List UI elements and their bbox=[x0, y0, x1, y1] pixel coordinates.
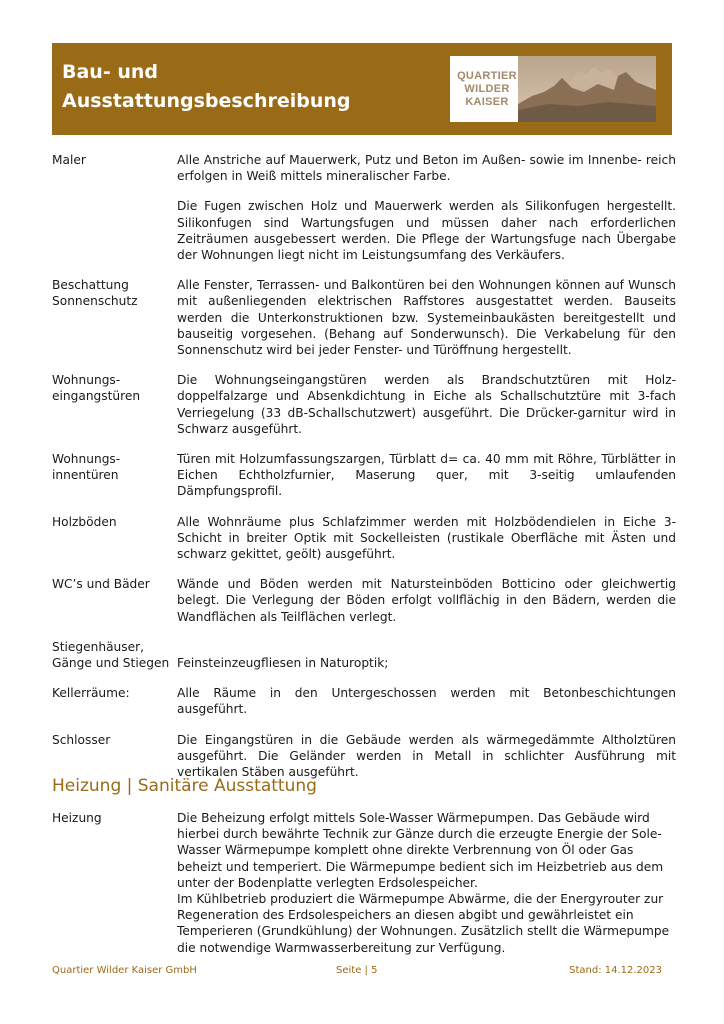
spec-list bbox=[52, 152, 676, 780]
footer-company: Quartier Wilder Kaiser GmbH bbox=[52, 965, 197, 976]
spec-text: Die Beheizung erfolgt mittels Sole-Wasser Wärmepumpen. Das Gebäude wird hierbei durch bewährte Technik zur Gänze durch die erzeugte Energie der Sole-Wasser Wärmepumpe komplett ohne direkte Verbrennung von Öl oder Gas beheizt und temperiert. Die Wärmepumpe bedient sich im Heizbetrieb aus dem unter der Bodenplatte verlegten Erdsolespeicher. Im Kühlbetrieb produziert die Wärmepumpe Abwärme, die der Energyrouter zur Regeneration des Erdsolespeichers an diesen abgibt und gewährleistet ein Temperieren (Grundkühlung) der Wohnungen. Zusätzlich stellt die Wärmepumpe die notwendige Warmwasserbereitung zur Verfügung. bbox=[177, 811, 670, 955]
spec-label: Schlosser bbox=[52, 732, 111, 747]
spec-label: Kellerräume: bbox=[52, 686, 130, 701]
footer-page-number: Seite | 5 bbox=[336, 965, 378, 976]
spec-item-heizung bbox=[52, 810, 676, 956]
mountain-image bbox=[518, 56, 656, 122]
section-heading: Heizung | Sanitäre Ausstattung bbox=[52, 776, 317, 796]
spec-label: Beschattung Sonnenschutz bbox=[52, 278, 138, 309]
spec-item-stiegenhaeuser bbox=[52, 639, 676, 671]
spec-label: Holzböden bbox=[52, 514, 117, 529]
spec-item-kellerraeume bbox=[52, 685, 676, 717]
title-line-1: Bau- und bbox=[62, 61, 158, 83]
spec-text: Die Wohnungseingangstüren werden als Brandschutztüren mit Holz-doppelfalzarge und Absenkdichtung in Eiche als Schallschutztüre mit 3-fach Verriegelung (33 dB-Schallschutzwert) ausgeführt. Die Drücker-garnitur wird in Schwarz ausgeführt. bbox=[177, 373, 676, 436]
spec-text: Feinsteinzeugfliesen in Naturoptik; bbox=[177, 656, 389, 671]
brand-logo bbox=[450, 56, 656, 122]
spec-item-maler bbox=[52, 152, 676, 263]
spec-item-wohnungseingangstueren bbox=[52, 372, 676, 437]
footer-date: Stand: 14.12.2023 bbox=[569, 965, 662, 976]
spec-text: Alle Fenster, Terrassen- und Balkontüren bei den Wohnungen können auf Wunsch mit außenliegenden elektrischen Raffstores ausgestattet werden. Bauseits werden die Unterkonstruktionen bzw. Systemeinbaukästen bereitgestellt und bauseitig vorgesehen. (Behang auf Sonderwunsch). Die Verkabelung für den Sonnenschutz wird bei jeder Fenster- und Türöffnung hergestellt. bbox=[177, 278, 676, 358]
title-line-2: Ausstattungsbeschreibung bbox=[62, 90, 351, 112]
spec-item-holzboeden bbox=[52, 514, 676, 563]
spec-item-beschattung bbox=[52, 277, 676, 358]
page-title bbox=[62, 58, 351, 116]
logo-wordmark: QUARTIER WILDER KAISER bbox=[457, 70, 517, 108]
spec-item-wohnungsinnentueren bbox=[52, 451, 676, 500]
spec-item-schlosser bbox=[52, 732, 676, 781]
spec-text: Alle Räume in den Untergeschossen werden mit Betonbeschichtungen ausgeführt. bbox=[177, 686, 676, 717]
spec-text: Wände und Böden werden mit Natursteinböden Botticino oder gleichwertig belegt. Die Verlegung der Böden erfolgt vollflächig in den Bädern, werden die Wandflächen als Teilflächen verlegt. bbox=[177, 577, 676, 624]
spec-text: Alle Wohnräume plus Schlafzimmer werden mit Holzbödendielen in Eiche 3-Schicht in breiter Optik mit Sockelleisten (rustikale Oberfläche mit Ästen und schwarz gekittet, geölt) ausgeführt. bbox=[177, 514, 676, 562]
spec-item-wc-baeder bbox=[52, 576, 676, 625]
spec-text: Türen mit Holzumfassungszargen, Türblatt d= ca. 40 mm mit Röhre, Türblätter in Eichen Echtholzfurnier, Maserung quer, mit 3-seitig umlaufenden Dämpfungsprofil. bbox=[177, 452, 676, 499]
spec-label: Wohnungs- innentüren bbox=[52, 452, 121, 483]
spec-label: WC’s und Bäder bbox=[52, 577, 150, 592]
header-banner bbox=[52, 43, 672, 135]
spec-label: Maler bbox=[52, 153, 86, 167]
spec-text: Die Eingangstüren in die Gebäude werden als wärmegedämmte Altholztüren ausgeführt. Die Geländer werden in Metall in schlichter Ausführung mit vertikalen Stäben ausgeführt. bbox=[177, 732, 676, 780]
spec-text: Alle Anstriche auf Mauerwerk, Putz und Beton im Außen- sowie im Innenbe- reich erfolgen in Weiß mittels mineralischer Farbe. Die Fugen zwischen Holz und Mauerwerk werden als Silikonfugen hergestellt. Silikonfugen sind Wartungsfugen und müssen daher nach erforderlichen Zeiträumen ausgebessert werden. Die Pflege der Wartungsfuge nach Übergabe der Wohnungen liegt nicht im Leistungsumfang des Verkäufers. bbox=[177, 153, 676, 263]
spec-label: Heizung bbox=[52, 811, 102, 825]
spec-label: Wohnungs- eingangstüren bbox=[52, 373, 141, 404]
spec-label: Stiegenhäuser, Gänge und Stiegen bbox=[52, 639, 170, 671]
